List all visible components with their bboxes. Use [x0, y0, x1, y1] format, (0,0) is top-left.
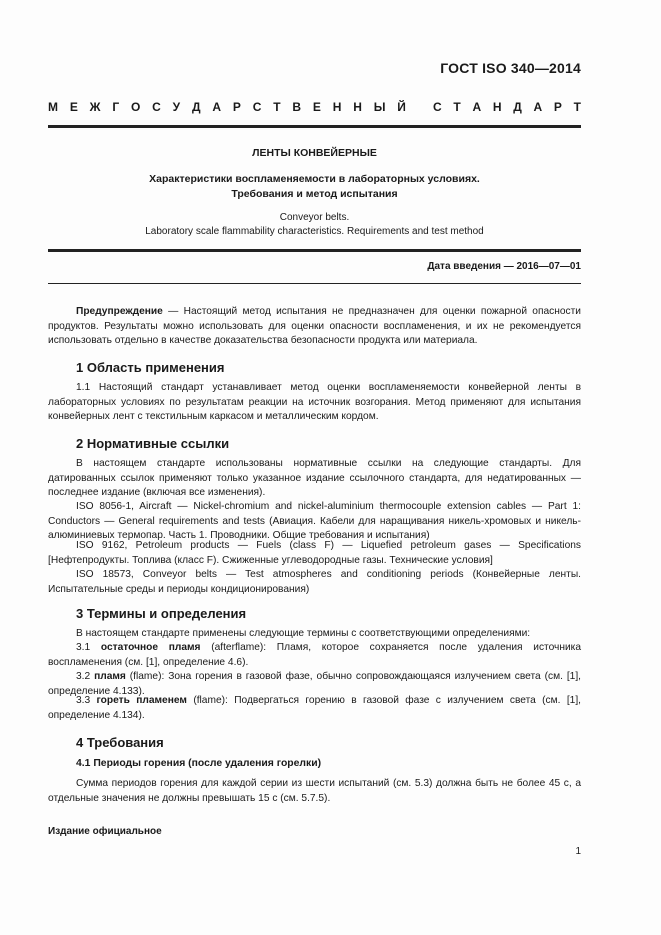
reference-iso-9162: ISO 9162, Petroleum products — Fuels (class F) — Liquefied petroleum gases — Specifications [Нефтепродукты. Топлива (класс F). Сжиженные углеводородные газы. Технические условия]: [48, 540, 581, 566]
section-4-1-paragraph: Сумма периодов горения для каждой серии из шести испытаний (см. 5.3) должна быть не более 45 с, а отдельные значения не должны превышать 15 с (см. 5.7.5).: [48, 778, 581, 804]
reference-iso-8056: ISO 8056-1, Aircraft — Nickel-chromium and nickel-aluminium thermocouple extension cables — Part 1: Conductors — General requirements and tests (Авиация. Кабели для наращивания никель-хромовых и никель-алюминиевых термопар. Часть 1. Проводники. Общие требования и испытания): [48, 501, 581, 541]
interstate-word: М Е Ж Г О С У Д А Р С Т В Е Н Н Ы Й: [48, 100, 406, 114]
document-title: ЛЕНТЫ КОНВЕЙЕРНЫЕ: [252, 147, 377, 159]
term-3-3: 3.3 гореть пламенем (flame): Подвергаться горению в газовой фазе с излучением света (см. [1], определение 4.134).: [48, 695, 581, 721]
term-3-1: 3.1 остаточное пламя (afterflame): Пламя, которое сохраняется после удаления источника воспламенения (см. [1], определение 4.6).: [48, 642, 582, 668]
official-edition-label: Издание официальное: [48, 826, 162, 837]
section-1-heading: 1 Область применения: [76, 360, 225, 375]
section-2-heading: 2 Нормативные ссылки: [76, 436, 230, 451]
warning-paragraph: Предупреждение — Настоящий метод испытания не предназначен для оценки пожарной опасности продуктов. Результаты можно использовать для оценки опасности воспламенения, и их не рекомендуется использовать отдельно в качестве доказательства безопасности продукта или материала.: [48, 306, 581, 346]
references-intro: В настоящем стандарте использованы нормативные ссылки на следующие стандарты. Для датированных ссылок применяют только указанное издание ссылочного стандарта, для недатированных — последнее издание (включая все изменения).: [48, 458, 581, 498]
section-4-1-heading: 4.1 Периоды горения (после удаления горелки): [76, 758, 322, 769]
section-4-heading: 4 Требования: [76, 735, 164, 750]
term-3-2: 3.2 пламя (flame): Зона горения в газовой фазе, обычно сопровождающаяся излучением света (см. [1], определение 4.133).: [48, 671, 581, 697]
interstate-standard-banner: [48, 100, 581, 114]
section-3-heading: 3 Термины и определения: [76, 606, 247, 621]
document-subtitle: Характеристики воспламеняемости в лабораторных условиях. Требования и метод испытания: [149, 173, 480, 200]
page-number: 1: [575, 846, 581, 857]
reference-iso-18573: ISO 18573, Conveyor belts — Test atmospheres and conditioning periods (Конвейерные ленты. Испытательные среды и периоды кондиционирования): [48, 569, 581, 595]
terms-intro: В настоящем стандарте применены следующие термины с соответствующими определениями:: [76, 628, 531, 639]
effective-date: Дата введения — 2016—07—01: [427, 261, 581, 272]
english-title: Conveyor belts. Laboratory scale flammability characteristics. Requirements and test method: [145, 212, 484, 237]
header-divider: [48, 125, 581, 128]
date-divider: [48, 283, 581, 284]
standard-code: ГОСТ ISO 340—2014: [440, 60, 581, 76]
title-divider: [48, 249, 581, 252]
section-1-1-paragraph: 1.1 Настоящий стандарт устанавливает метод оценки воспламеняемости конвейерной ленты в лабораторных условиях по результатам реакции на источник возгорания. Метод применяют для испытания конвейерных лент с текстильным каркасом и металлическим кордом.: [48, 382, 581, 422]
standard-word: С Т А Н Д А Р Т: [433, 100, 581, 114]
